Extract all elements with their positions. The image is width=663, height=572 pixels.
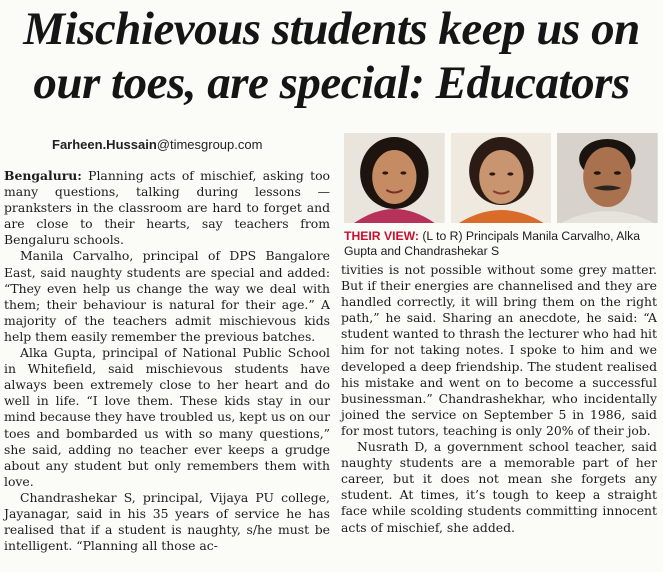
byline-domain: @timesgroup.com: [156, 137, 263, 152]
caption-lead: THEIR VIEW:: [344, 229, 419, 243]
portrait-woman-2-image: [451, 133, 552, 223]
portrait-man-image: [557, 133, 658, 223]
article-paragraph-5: tivities is not possible without some grey matter. But if their energies are channelised and they are handled correctly, it will bring them on the right path,” he said. Sharing an anecdote, he said: “A student wanted to thrash the lecturer who had hit him for not taking notes. I spoke to him and we developed a deep friendship. The student realised his mistake and went on to become a successful businessman.” Chandrashekhar, who incidentally joined the service on September 5 in 1986, said for most tutors, teaching is only 20% of their job.: [341, 262, 657, 438]
photo-chandrashekar-s: [557, 133, 658, 223]
photo-caption: [344, 229, 658, 259]
headline-line-1: Mischievous students keep us on: [23, 3, 640, 55]
caption-text: (L to R) Principals Manila Carvalho, Alka Gupta and Chandrashekar S: [344, 229, 640, 258]
byline-name: Farheen.Hussain: [52, 137, 157, 152]
article-paragraph-2: Manila Carvalho, principal of DPS Bangalore East, said naughty students are special and added: “They even help us change the way we deal with them; their behaviour is natural for their age.” A majority of the teachers admit mischievous kids help them easily remember the previous batches.: [4, 248, 330, 344]
article-column-1: [4, 168, 330, 554]
article-column-2: [341, 262, 657, 536]
article-paragraph-4: Chandrashekar S, principal, Vijaya PU college, Jayanagar, said in his 35 years of service he has realised that if a student is naughty, s/he must be intelligent. “Planning all those ac-: [4, 489, 330, 554]
article-paragraph-1: [4, 168, 330, 248]
headline-line-2: our toes, are special: Educators: [33, 57, 630, 109]
dateline: Bengaluru:: [4, 168, 82, 183]
photo-alka-gupta: [451, 133, 552, 223]
photo-strip: [344, 133, 658, 223]
byline: [52, 137, 262, 152]
article-paragraph-3: Alka Gupta, principal of National Public School in Whitefield, said mischievous students have always been extremely close to her heart and do well in life. “I love them. These kids stay in our mind because they have troubled us, kept us on our toes and bombarded us with so many questions,” she said, adding no teacher ever keeps a grudge about any student but only remembers them with love.: [4, 345, 330, 489]
photo-manila-carvalho: [344, 133, 445, 223]
article-paragraph-6: Nusrath D, a government school teacher, said naughty students are a memorable part of her career, but it does not mean she forgets any student. At times, it’s tough to keep a straight face while scolding students committing innocent acts of mischief, she added.: [341, 439, 657, 535]
portrait-woman-1-image: [344, 133, 445, 223]
paragraph-1-text: Planning acts of mischief, asking too many questions, talking during lessons — pranksters in the classroom are hard to forget and are close to their hearts, say teachers from Bengaluru schools.: [4, 168, 330, 248]
headline: [0, 2, 663, 110]
